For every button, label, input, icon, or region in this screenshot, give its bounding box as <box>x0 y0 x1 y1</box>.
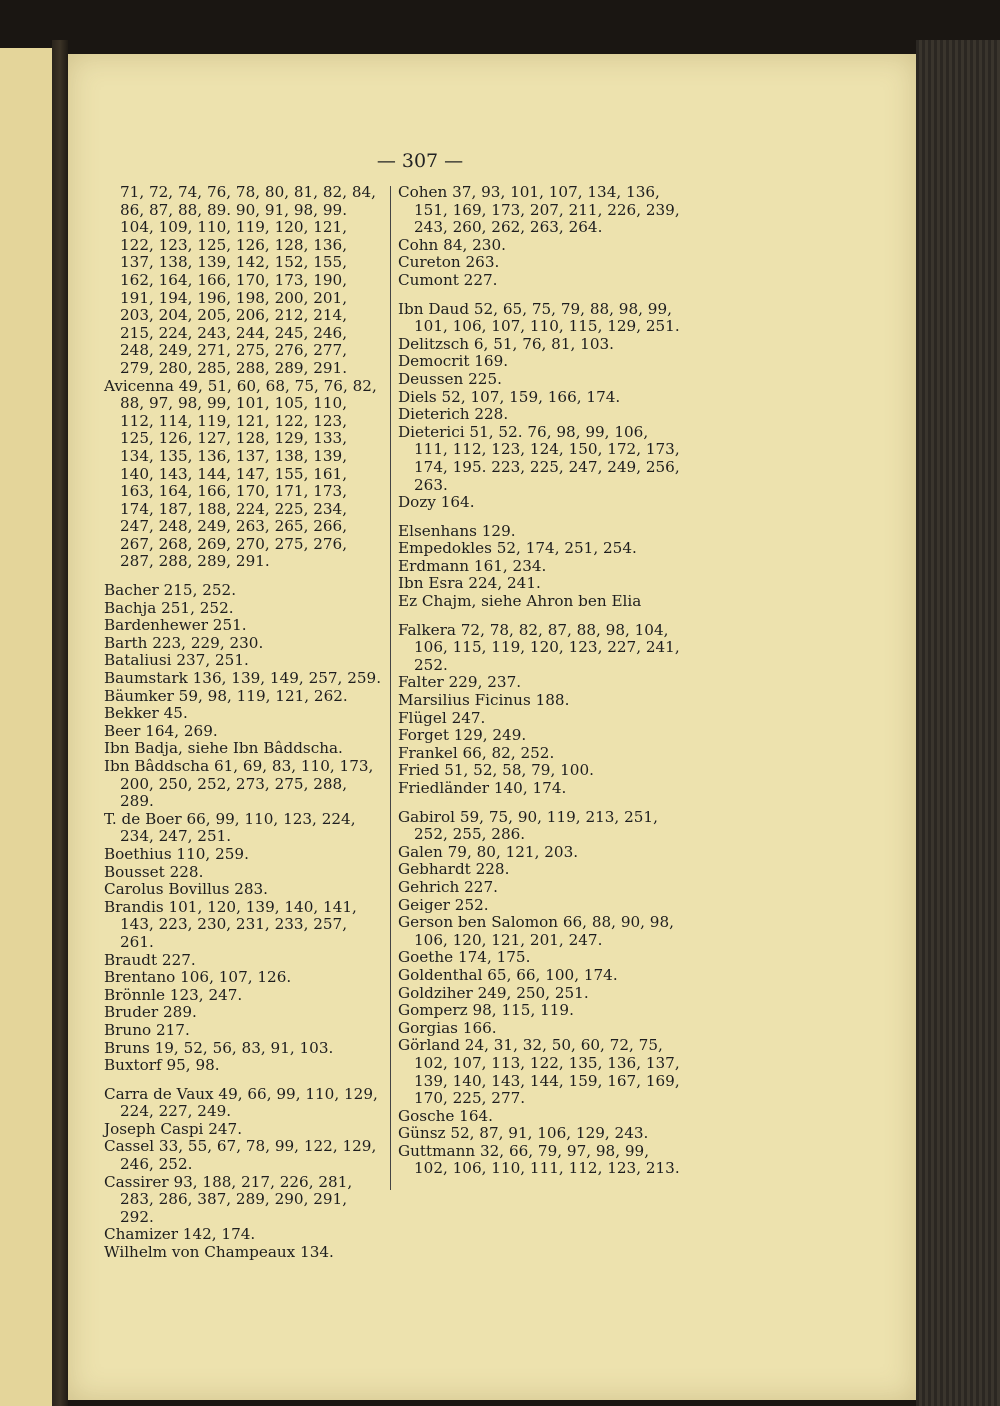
index-entry: T. de Boer 66, 99, 110, 123, 224, 234, 247, 251. <box>104 809 356 846</box>
index-entry: Delitzsch 6, 51, 76, 81, 103. <box>398 334 614 353</box>
letter-section-gap <box>398 611 681 622</box>
index-entry: Avicenna 49, 51, 60, 68, 75, 76, 82, 88, 97, 98, 99, 101, 105, 110, 112, 114, 119, 121, 122, 123, 125, 126, 127, 128, 129, 133, 134, 135, 136, 137, 138, 139, 140, 143, 144, 147, 155, 161, 163, 164, 166, 170, 171, 173, 174, 187, 188, 224, 225, 234, 247, 248, 249, 263, 265, 266, 267, 268, 269, 270, 275, 276, 287, 288, 289, 291. <box>104 376 377 571</box>
index-entry: Geiger 252. <box>398 895 489 914</box>
book-gutter <box>52 40 68 1406</box>
index-entry: Goethe 174, 175. <box>398 948 531 967</box>
index-entry: Erdmann 161, 234. <box>398 556 547 575</box>
index-entry: Guttmann 32, 66, 79, 97, 98, 99, 102, 106, 110, 111, 112, 123, 213. <box>398 1141 680 1178</box>
index-entry: Günsz 52, 87, 91, 106, 129, 243. <box>398 1124 649 1143</box>
index-entry: Carra de Vaux 49, 66, 99, 110, 129, 224, 227, 249. <box>104 1084 378 1121</box>
index-entry: Brandis 101, 120, 139, 140, 141, 143, 223, 230, 231, 233, 257, 261. <box>104 897 357 951</box>
index-entry: Falter 229, 237. <box>398 673 522 692</box>
index-entry: Fried 51, 52, 58, 79, 100. <box>398 761 594 780</box>
index-entry: Chamizer 142, 174. <box>104 1225 256 1244</box>
book-cover-edge <box>916 40 1000 1406</box>
index-entry: Ibn Daud 52, 65, 75, 79, 88, 98, 99, 101, 106, 107, 110, 115, 129, 251. <box>398 299 680 336</box>
index-entry: Goldenthal 65, 66, 100, 174. <box>398 965 618 984</box>
index-entry: Ibn Bâddscha 61, 69, 83, 110, 173, 200, 250, 252, 273, 275, 288, 289. <box>104 757 374 811</box>
index-entry: Baumstark 136, 139, 149, 257, 259. <box>104 669 382 688</box>
index-entry: Cassirer 93, 188, 217, 226, 281, 283, 286, 387, 289, 290, 291, 292. <box>104 1172 353 1226</box>
index-entry: Barth 223, 229, 230. <box>104 633 264 652</box>
index-entry: Cumont 227. <box>398 270 498 289</box>
index-column-right <box>398 184 681 1178</box>
index-entry: Friedländer 140, 174. <box>398 779 567 797</box>
index-entry: Ibn Badja, siehe Ibn Bâddscha. <box>104 739 343 758</box>
index-entry: Cureton 263. <box>398 253 500 272</box>
index-entry: Bachja 251, 252. <box>104 598 234 617</box>
index-entry: Bruno 217. <box>104 1020 190 1039</box>
index-entry: Bruns 19, 52, 56, 83, 91, 103. <box>104 1038 334 1057</box>
index-entry: Bacher 215, 252. <box>104 581 237 600</box>
index-entry: Gehrich 227. <box>398 877 498 896</box>
index-entry: Boethius 110, 259. <box>104 844 249 863</box>
index-entry: Brönnle 123, 247. <box>104 985 243 1004</box>
index-entry: Beer 164, 269. <box>104 721 218 740</box>
index-entry: Frankel 66, 82, 252. <box>398 743 555 762</box>
index-entry: Cohen 37, 93, 101, 107, 134, 136, 151, 169, 173, 207, 211, 226, 239, 243, 260, 262, 263, 264. <box>398 183 680 237</box>
index-column-left <box>104 184 382 1262</box>
index-entry: Gerson ben Salomon 66, 88, 90, 98, 106, 120, 121, 201, 247. <box>398 913 674 949</box>
index-entry: Ibn Esra 224, 241. <box>398 574 541 593</box>
index-entry: Goldziher 249, 250, 251. <box>398 983 589 1002</box>
letter-section-gap <box>398 798 681 809</box>
index-entry: Görland 24, 31, 32, 50, 60, 72, 75, 102, 107, 113, 122, 135, 136, 137, 139, 140, 143, 144, 159, 167, 169, 170, 225, 277. <box>398 1036 680 1108</box>
index-entry: Joseph Caspi 247. <box>104 1119 243 1138</box>
index-entry: Bousset 228. <box>104 862 204 881</box>
index-entry: Braudt 227. <box>104 950 196 969</box>
index-entry: Brentano 106, 107, 126. <box>104 968 292 987</box>
index-entry: Ez Chajm, siehe Ahron ben Elia <box>398 592 642 611</box>
index-entry: Falkera 72, 78, 82, 87, 88, 98, 104, 106, 115, 119, 120, 123, 227, 241, 252. <box>398 620 680 674</box>
index-entry: Gabirol 59, 75, 90, 119, 213, 251, 252, 255, 286. <box>398 807 658 844</box>
index-entry: Gosche 164. <box>398 1106 493 1125</box>
index-entry: Democrit 169. <box>398 352 509 371</box>
index-entry: Diels 52, 107, 159, 166, 174. <box>398 387 621 406</box>
index-entry: Bäumker 59, 98, 119, 121, 262. <box>104 686 348 705</box>
index-entry: Empedokles 52, 174, 251, 254. <box>398 539 637 558</box>
index-entry: Marsilius Ficinus 188. <box>398 691 570 710</box>
index-entry: Dieterici 51, 52. 76, 98, 99, 106, 111, 112, 123, 124, 150, 172, 173, 174, 195. 223, 225, 247, 249, 256, 263. <box>398 422 680 494</box>
index-entry: Gorgias 166. <box>398 1018 497 1037</box>
index-entry: Cassel 33, 55, 67, 78, 99, 122, 129, 246, 252. <box>104 1137 377 1174</box>
index-entry: Bardenhewer 251. <box>104 616 247 635</box>
column-divider <box>390 186 391 1190</box>
index-entry: Bekker 45. <box>104 704 188 723</box>
letter-section-gap <box>398 290 681 301</box>
index-entry: Bataliusi 237, 251. <box>104 651 249 670</box>
page-number: — 307 — <box>376 150 464 172</box>
index-entry: Dozy 164. <box>398 493 475 512</box>
index-entry: Dieterich 228. <box>398 405 509 424</box>
facing-page-edge <box>0 48 55 1406</box>
index-entry: Gomperz 98, 115, 119. <box>398 1001 574 1020</box>
index-entry: Elsenhans 129. <box>398 521 516 540</box>
index-entry: 71, 72, 74, 76, 78, 80, 81, 82, 84, 86, 87, 88, 89. 90, 91, 98, 99. 104, 109, 110, 119, 120, 121, 122, 123, 125, 126, 128, 136, 137, 138, 139, 142, 152, 155, 162, 164, 166, 170, 173, 190, 191, 194, 196, 198, 200, 201, 203, 204, 205, 206, 212, 214, 215, 224, 243, 244, 245, 246, 248, 249, 271, 275, 276, 277, 279, 280, 285, 288, 289, 291. <box>120 183 376 377</box>
index-entry: Carolus Bovillus 283. <box>104 880 269 899</box>
index-entry: Flügel 247. <box>398 708 486 727</box>
index-entry: Wilhelm von Champeaux 134. <box>104 1243 334 1262</box>
index-entry: Buxtorf 95, 98. <box>104 1056 220 1075</box>
index-entry: Forget 129, 249. <box>398 726 527 745</box>
index-entry: Galen 79, 80, 121, 203. <box>398 842 579 861</box>
index-entry: Deussen 225. <box>398 369 502 388</box>
index-entry: Cohn 84, 230. <box>398 235 506 254</box>
index-entry: Gebhardt 228. <box>398 860 510 879</box>
index-entry: Bruder 289. <box>104 1003 197 1022</box>
